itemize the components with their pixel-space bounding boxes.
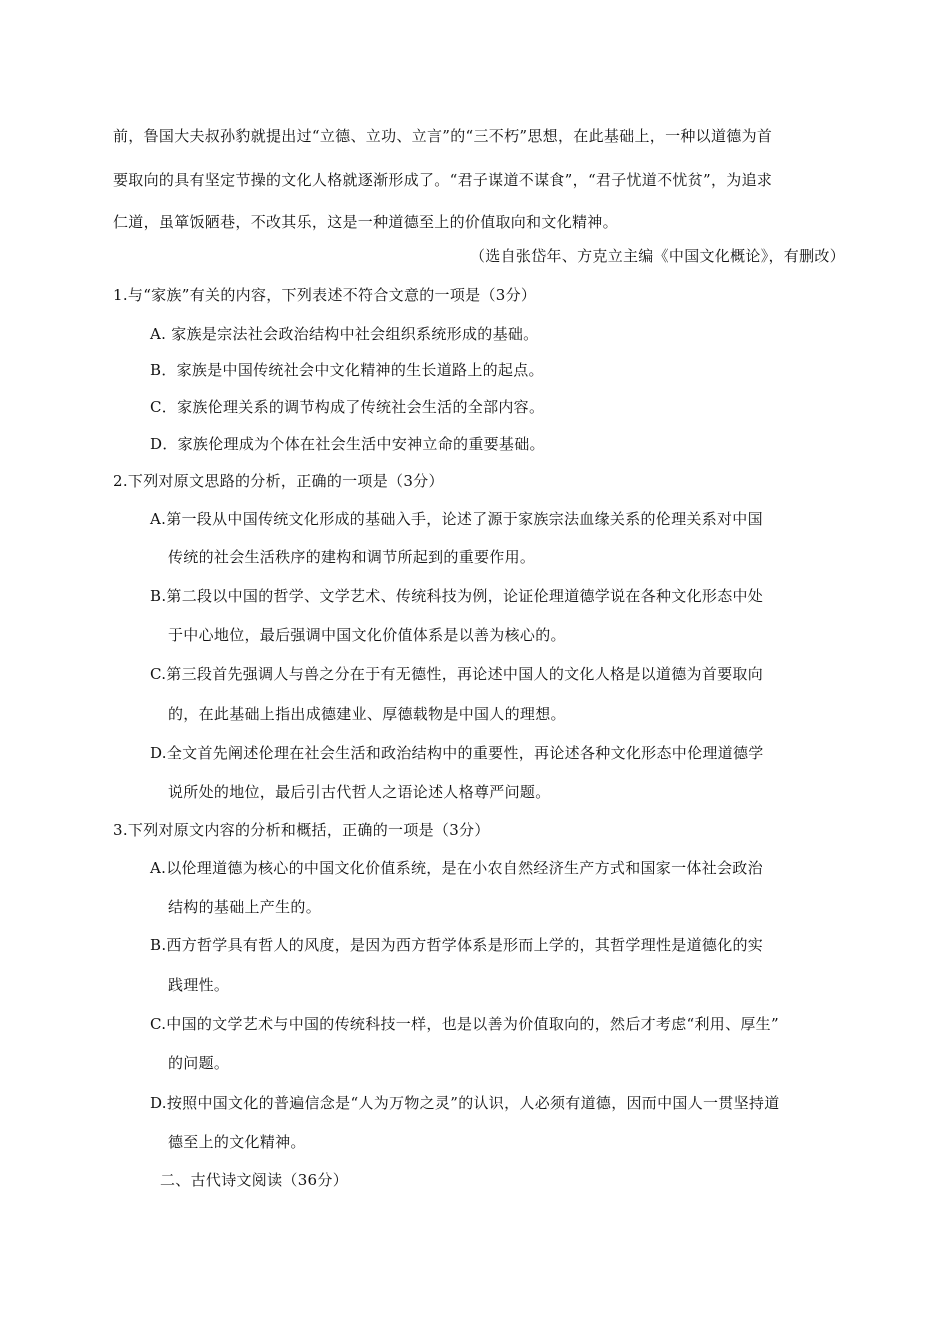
question-3-option-c-line-2: 的问题。 xyxy=(168,1054,230,1072)
question-2-stem: 2.下列对原文思路的分析，正确的一项是（3分） xyxy=(113,472,444,490)
section-heading: 二、古代诗文阅读（36分） xyxy=(160,1171,348,1189)
question-2-option-b-line-1: B.第二段以中国的哲学、文学艺术、传统科技为例，论证伦理道德学说在各种文化形态中处 xyxy=(150,587,764,605)
question-2-option-d-line-1: D.全文首先阐述伦理在社会生活和政治结构中的重要性，再论述各种文化形态中伦理道德学 xyxy=(150,744,764,762)
question-2-option-c-line-2: 的，在此基础上指出成德建业、厚德载物是中国人的理想。 xyxy=(168,705,566,723)
passage-source: （选自张岱年、方克立主编《中国文化概论》，有删改） xyxy=(470,247,846,265)
question-3-stem: 3.下列对原文内容的分析和概括，正确的一项是（3分） xyxy=(113,821,490,839)
question-2-option-c-line-1: C.第三段首先强调人与兽之分在于有无德性，再论述中国人的文化人格是以道德为首要取向 xyxy=(150,665,764,683)
question-3-option-a-line-2: 结构的基础上产生的。 xyxy=(168,898,322,916)
question-1-option-c: C．家族伦理关系的调节构成了传统社会生活的全部内容。 xyxy=(150,398,545,416)
question-3-option-d-line-2: 德至上的文化精神。 xyxy=(168,1133,306,1151)
passage-line-1: 前，鲁国大夫叔孙豹就提出过“立德、立功、立言”的“三不朽”思想，在此基础上，一种以道德为首 xyxy=(113,127,773,145)
question-3-option-a-line-1: A.以伦理道德为核心的中国文化价值系统，是在小农自然经济生产方式和国家一体社会政治 xyxy=(150,859,763,877)
passage-line-3: 仁道，虽箪饭陋巷，不改其乐，这是一种道德至上的价值取向和文化精神。 xyxy=(113,213,618,231)
question-2-option-b-line-2: 于中心地位，最后强调中国文化价值体系是以善为核心的。 xyxy=(168,626,566,644)
question-1-option-b: B．家族是中国传统社会中文化精神的生长道路上的起点。 xyxy=(150,361,544,379)
question-2-option-d-line-2: 说所处的地位，最后引古代哲人之语论述人格尊严问题。 xyxy=(168,783,551,801)
question-1-stem: 1.与“家族”有关的内容，下列表述不符合文意的一项是（3分） xyxy=(113,286,537,304)
question-2-option-a-line-2: 传统的社会生活秩序的建构和调节所起到的重要作用。 xyxy=(168,548,536,566)
question-3-option-d-line-1: D.按照中国文化的普遍信念是“人为万物之灵”的认识，人必须有道德，因而中国人一贯坚持道 xyxy=(150,1094,780,1112)
question-3-option-b-line-1: B.西方哲学具有哲人的风度，是因为西方哲学体系是形而上学的，其哲学理性是道德化的实 xyxy=(150,936,764,954)
question-3-option-c-line-1: C.中国的文学艺术与中国的传统科技一样，也是以善为价值取向的，然后才考虑“利用、厚生” xyxy=(150,1015,779,1033)
question-1-option-d: D．家族伦理成为个体在社会生活中安神立命的重要基础。 xyxy=(150,435,545,453)
question-1-option-a: A. 家族是宗法社会政治结构中社会组织系统形成的基础。 xyxy=(150,325,539,343)
passage-line-2: 要取向的具有坚定节操的文化人格就逐渐形成了。“君子谋道不谋食”，“君子忧道不忧贫”，为追求 xyxy=(113,171,773,189)
question-2-option-a-line-1: A.第一段从中国传统文化形成的基础入手，论述了源于家族宗法血缘关系的伦理关系对中国 xyxy=(150,510,763,528)
question-3-option-b-line-2: 践理性。 xyxy=(168,976,230,994)
